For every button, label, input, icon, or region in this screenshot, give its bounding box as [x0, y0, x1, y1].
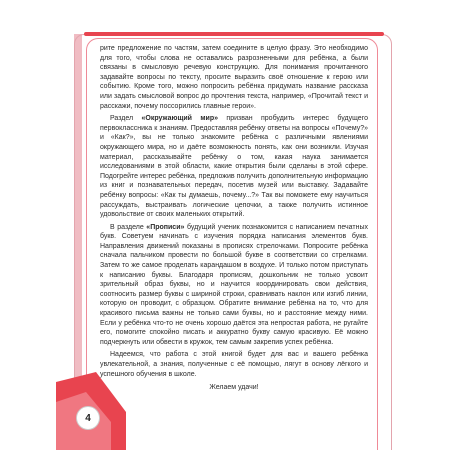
paragraph-1: рите предложение по частям, затем соедините в целую фразу. Это необходимо для того, чтобы слова не оставались разрозненными для ребёнка, а были связаны в смысловую речевую конструкцию. Для понимания прочитанного задавайте вопросы по тексту, просите выразить своё отношение к герою или событию. Кроме того, можно попросить ребёнка придумать название рассказа или задать смысловой вопрос до прочтения текста, например, «Прочитай текст и расскажи, почему поссорились главные герои».: [100, 45, 368, 110]
paragraph-4: Надеемся, что работа с этой книгой будет для вас и вашего ребёнка увлекательной, а знания, полученные с её помощью, лягут в основу лёгкого и успешного обучения в школе.: [100, 351, 368, 378]
paragraph-3: В разделе «Прописи» будущий ученик познакомится с написанием печатных букв. Советуем начинать с изучения порядка написания элементов букв. Направления движений показаны в прописях стрелочками. Попросите ребёнка сначала пальчиком провести по большой букве в соответствии со стрелками. Затем то же самое проделать карандашом в воздухе. И только потом приступать к написанию буквы. Благодаря прописям, дошкольник не только усвоит зрительный образ буквы, но и научится координировать свои действия, соотносить размер буквы с шириной строки, сравнивать наклон или изгиб линии, которую он проводит, с образцом. Обратите внимание ребёнка на то, что для красивого письма важны не только сами буквы, но и расстояние между ними. Если у ребёнка что-то не очень хорошо даётся эта непростая работа, не ругайте его, помогите спокойно писать и аккуратно букву самую красивую. Её можно подчеркнуть или обвести в кружок, тем самым закрепив успех ребёнка.: [100, 223, 369, 346]
top-accent-bar: [84, 32, 384, 36]
page-number: 4: [76, 406, 100, 430]
closing-wish: Желаем удачи!: [209, 384, 259, 392]
page-content: [100, 44, 368, 396]
paragraph-2: Раздел «Окружающий мир» призван пробудить интерес будущего первоклассника к знаниям. Предоставляя ребёнку ответы на вопросы «Почему?» и «Как?», вы не только знакомите ребёнка с различными явлениями окружающего мира, но и даёте возможность понять, как они возникли. Изучая материал, рассказывайте ребёнку о том, какая наука занимается исследованиями в этой области, какие открытия были сделаны в этой сфере. Подогрейте интерес ребёнка, предложив получить дополнительную информацию из книг и познавательных передач, посетив музей или выставку. Задавайте ребёнку вопросы: «Как ты думаешь, почему...?» Так вы поможете ему научиться рассуждать, выстраивать логические цепочки, а также получить истинное удовольствие от своих маленьких открытий.: [100, 115, 368, 219]
